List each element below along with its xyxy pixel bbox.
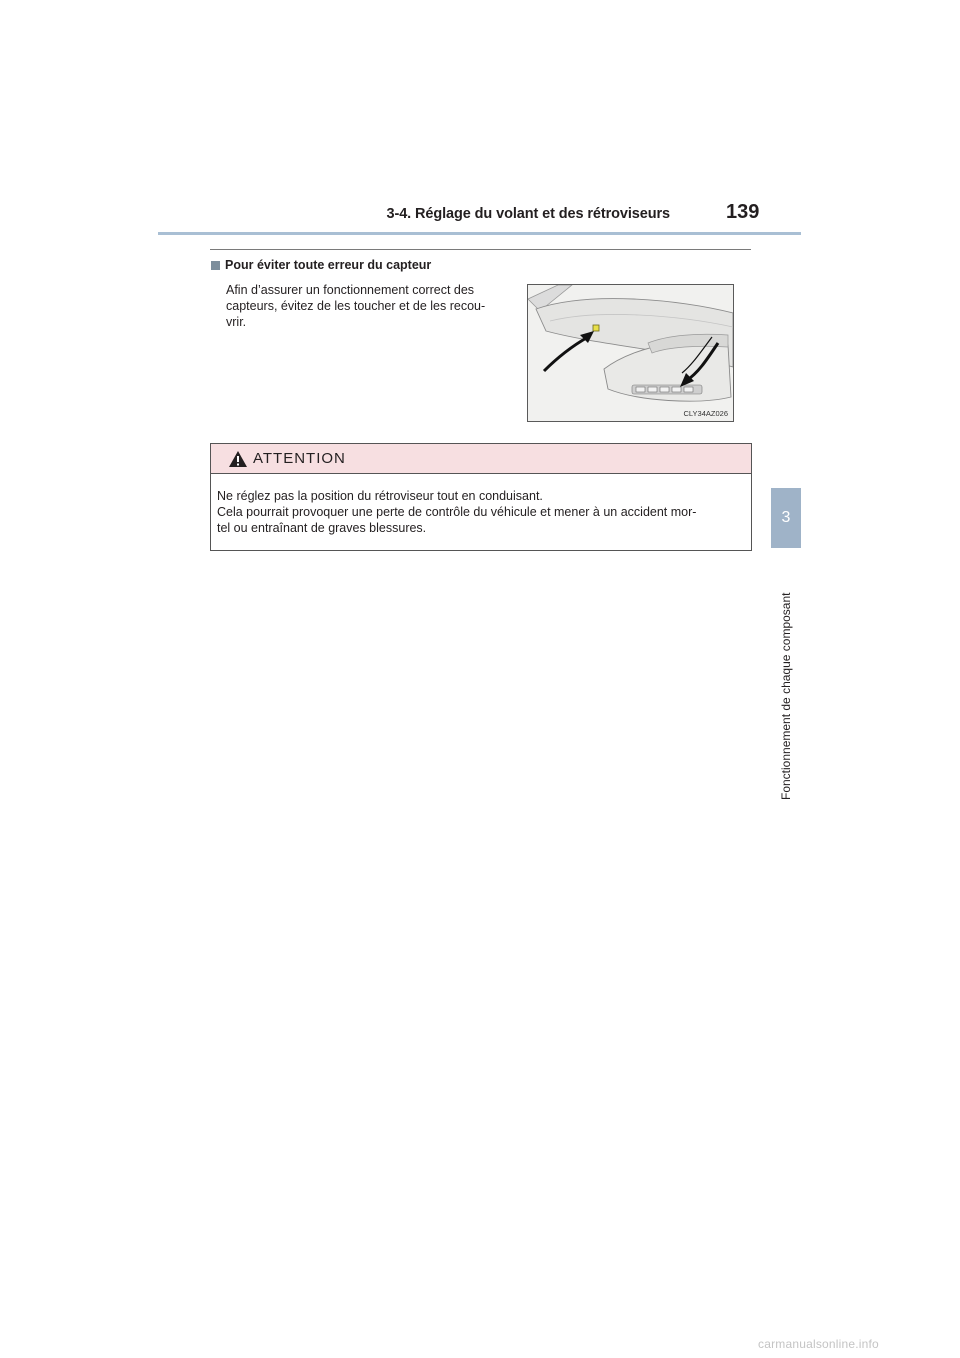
warning-triangle-icon [228,450,248,468]
watermark: carmanualsonline.info [758,1337,879,1351]
section-heading [211,258,431,272]
body-line: capteurs, évitez de les toucher et de les recou- [226,299,486,313]
section-body [226,282,494,330]
warning-title: ATTENTION [253,450,346,467]
warning-body [211,474,751,536]
section-heading-text: Pour éviter toute erreur du capteur [225,258,432,272]
body-line: Afin d’assurer un fonctionnement correct des [226,283,475,297]
figure-code: CLY34AZ026 [683,409,728,418]
chapter-number: 3 [781,509,791,526]
section-divider [210,249,751,250]
warning-line: Ne réglez pas la position du rétroviseur tout en conduisant. [217,489,543,503]
warning-line: Cela pourrait provoquer une perte de contrôle du véhicule et mener à un accident mor- [217,505,697,519]
mirror-sensor-illustration [527,284,734,422]
warning-line: tel ou entraînant de graves blessures. [217,521,427,535]
warning-header [211,444,751,474]
mirror-illustration-svg [528,285,733,421]
chapter-label: Fonctionnement de chaque composant [779,592,793,800]
chapter-tab [771,488,801,548]
square-icon [211,261,220,270]
header-section-title: 3-4. Réglage du volant et des rétroviseurs [386,206,670,222]
warning-box [210,443,752,551]
header-rule [158,232,801,235]
page-number: 139 [726,201,760,223]
body-line: vrir. [226,315,247,329]
